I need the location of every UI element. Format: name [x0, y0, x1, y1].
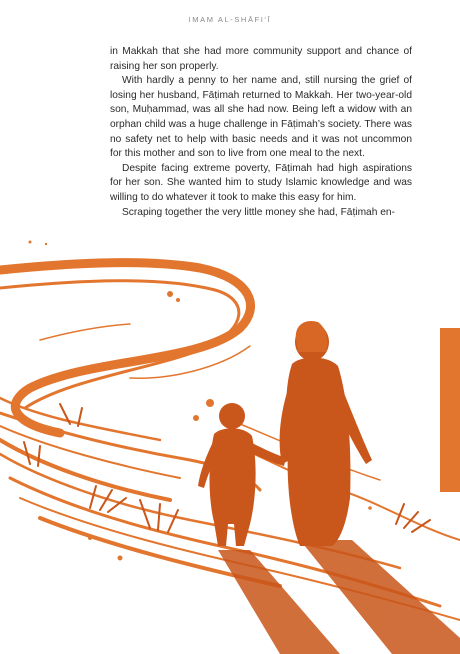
body-text — [110, 45, 412, 220]
running-header: IMAM AL-SHĀFI‘Ī — [188, 15, 272, 24]
mother-figure — [280, 321, 372, 546]
paragraph: in Makkah that she had more community support and chance of raising her son properly. — [110, 46, 412, 72]
paragraph: With hardly a penny to her name and, still nursing the grief of losing her husband, Fāṭimah returned to Makkah. Her two-year-old son, Muḥammad, was all she had now. Being left a widow with an orphan child was a huge challenge in Fāṭimah’s society. There was no safety net to help with basic needs and it was not uncommon for this mother and son to live from one meal to the next. — [110, 75, 412, 160]
paragraph: Despite facing extreme poverty, Fāṭimah had high aspirations for her son. She wanted him to study Islamic knowledge and was willing to do whatever it took to make this easy for him. — [110, 162, 412, 203]
mother-and-child-path-illustration — [0, 228, 460, 654]
paragraph: Scraping together the very little money she had, Fāṭimah en- — [122, 206, 395, 218]
page-edge-color-tab — [440, 328, 460, 492]
